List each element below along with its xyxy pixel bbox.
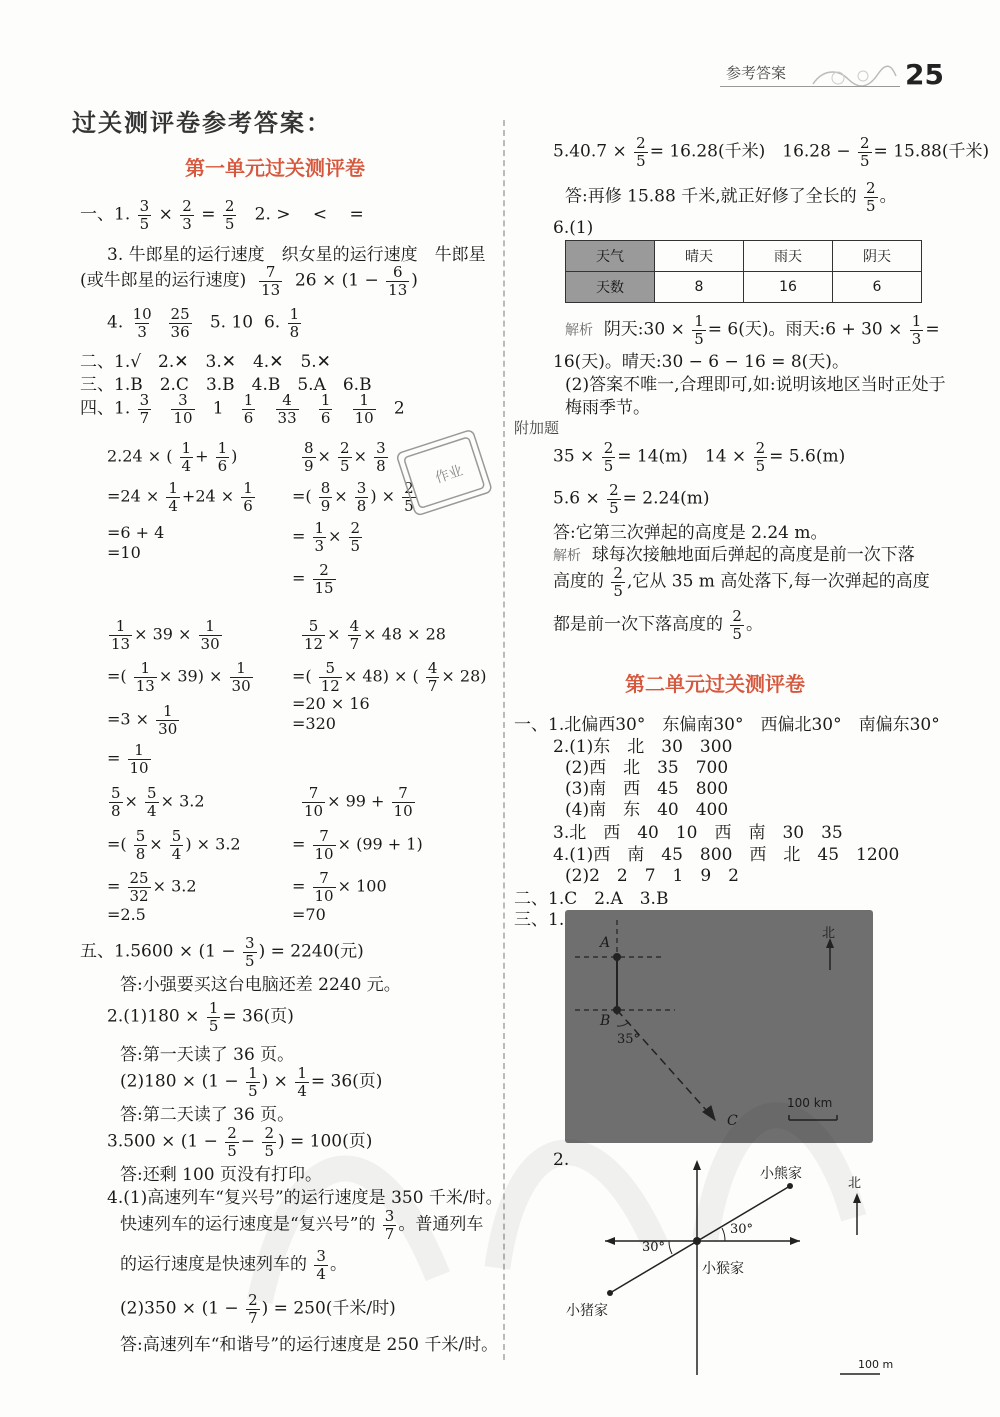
- unit1-s3: 三、1.B 2.C 3.B 4.B 5.A 6.B: [80, 375, 372, 395]
- table-cell: 阴天: [833, 241, 922, 272]
- unit1-s5-l7: 3.500 × (1 − $\frac{2}{5}$ − $\frac{2}{5}$ ) = 100(页): [107, 1124, 373, 1160]
- bonus-label: 附加题: [514, 419, 560, 437]
- table-cell: 16: [744, 272, 833, 303]
- unit1-s2: 二、1.√ 2.✕ 3.✕ 4.✕ 5.✕: [80, 352, 331, 372]
- unit2-l8: (2)2 2 7 1 9 2: [565, 866, 739, 886]
- right-r2: 答:再修 15.88 千米,就正好修了全长的 $\frac{2}{5}$ 。: [565, 179, 897, 215]
- calc-c-line2: =( $\frac{1}{13}$ × 39) × $\frac{1}{30}$: [107, 659, 251, 695]
- unit2-l7: 4.(1)西 南 45 800 西 北 45 1200: [553, 845, 900, 865]
- weather-table: [565, 240, 922, 303]
- right-r3: 6.(1): [553, 218, 594, 238]
- calc-a-line1: 2.24 × ( $\frac{1}{4}$ + $\frac{1}{6}$ ): [107, 439, 238, 475]
- calc-b-line3: = $\frac{1}{3}$ × $\frac{2}{5}$: [292, 519, 361, 555]
- page-number: 25: [905, 58, 944, 91]
- scale-label: 100 km: [787, 1096, 833, 1110]
- header-tag: 参考答案: [726, 64, 787, 82]
- table-cell: 6: [833, 272, 922, 303]
- angle-30-left: 30°: [642, 1240, 666, 1255]
- right-r13: 都是前一次下落高度的 $\frac{2}{5}$ 。: [553, 607, 763, 643]
- calc-e-line1: $\frac{5}{8}$ × $\frac{5}{4}$ × 3.2: [111, 784, 205, 820]
- unit1-s5-l2: 答:小强要买这台电脑还差 2240 元。: [120, 975, 401, 995]
- unit2-l1: 一、1.北偏西30° 东偏南30° 西偏北30° 南偏东30°: [514, 715, 940, 735]
- table-cell: 天气: [566, 241, 655, 272]
- right-r1: 5.40.7 × $\frac{2}{5}$ = 16.28(千米) 16.28 − $\frac{2}{5}$ = 15.88(千米): [553, 134, 990, 170]
- scale-label-2: 100 m: [858, 1358, 894, 1371]
- unit2-l5: (4)南 东 40 400: [565, 800, 729, 820]
- unit1-s5-l11: 的运行速度是快速列车的 $\frac{3}{4}$ 。: [120, 1247, 347, 1283]
- point-b-label: B: [600, 1013, 611, 1029]
- unit1-s5-l6: 答:第二天读了 36 页。: [120, 1105, 295, 1125]
- header-rule: [720, 86, 900, 87]
- bear-house-label: 小熊家: [760, 1166, 802, 1182]
- calc-c-line4: = $\frac{1}{10}$: [107, 741, 149, 777]
- table-row: [566, 272, 922, 303]
- unit1-s1-q3a: 3. 牛郎星的运行速度 织女星的运行速度 牛郎星: [107, 245, 486, 265]
- table-cell: 8: [655, 272, 744, 303]
- north-label-2: 北: [848, 1176, 862, 1191]
- unit1-title: 第一单元过关测评卷: [185, 156, 365, 180]
- table-cell: 天数: [566, 272, 655, 303]
- calc-e-line4: =2.5: [107, 905, 146, 924]
- unit2-l10: 三、1.: [514, 910, 565, 930]
- calc-c-line3: =3 × $\frac{1}{30}$: [107, 702, 178, 738]
- unit1-s5-l12: (2)350 × (1 − $\frac{2}{7}$ ) = 250(千米/时): [120, 1291, 396, 1327]
- calc-a-line2: =24 × $\frac{1}{4}$ +24 × $\frac{1}{6}$: [107, 479, 253, 515]
- unit1-s1-q3b: (或牛郎星的运行速度) $\frac{7}{13}$ 26 × (1 − $\frac{6}{13}$ ): [80, 263, 418, 299]
- point-a-label: A: [600, 935, 611, 951]
- table-cell: 晴天: [655, 241, 744, 272]
- unit1-s5-l13: 答:高速列车“和谐号”的运行速度是 250 千米/时。: [120, 1335, 499, 1355]
- unit1-s5-l3: 2.(1)180 × $\frac{1}{5}$ = 36(页): [107, 999, 294, 1035]
- right-r7: 梅雨季节。: [565, 398, 650, 418]
- calc-f-line4: =70: [292, 905, 326, 924]
- unit1-s1-q4: 4. $\frac{10}{3}$ $\frac{25}{36}$ 5. 10 6. $\frac{1}{8}$: [107, 305, 300, 341]
- unit2-l11: 2.: [553, 1150, 570, 1170]
- right-r10: 答:它第三次弹起的高度是 2.24 m。: [553, 523, 828, 543]
- pig-house-label: 小猪家: [566, 1303, 608, 1319]
- right-r9: 5.6 × $\frac{2}{5}$ = 2.24(m): [553, 481, 710, 517]
- unit1-s5-l8: 答:还剩 100 页没有打印。: [120, 1165, 322, 1185]
- right-r4: 解析 阴天:30 × $\frac{1}{5}$ = 6(天)。雨天:6 + 30 × $\frac{1}{3}$ =: [565, 312, 940, 348]
- right-r8: 35 × $\frac{2}{5}$ = 14(m) 14 × $\frac{2}{5}$ = 5.6(m): [553, 439, 846, 475]
- unit1-s5-l5: (2)180 × (1 − $\frac{1}{5}$ ) × $\frac{1}{4}$ = 36(页): [120, 1064, 383, 1100]
- right-r12: 高度的 $\frac{2}{5}$ ,它从 35 m 高处落下,每一次弹起的高度: [553, 564, 930, 600]
- unit1-s1-q1: 一、1. $\frac{3}{5}$ × $\frac{2}{3}$ = $\frac{2}{5}$ 2. > < =: [80, 197, 364, 233]
- calc-d-line3: =20 × 16: [292, 694, 370, 713]
- calc-f-line3: = $\frac{7}{10}$ × 100: [292, 869, 387, 905]
- calc-f-line2: = $\frac{7}{10}$ × (99 + 1): [292, 827, 423, 863]
- unit2-l6: 3.北 西 40 10 西 南 30 35: [553, 823, 843, 843]
- calc-a-line3: =6 + 4: [107, 523, 165, 542]
- calc-e-line3: = $\frac{25}{32}$ × 3.2: [107, 869, 197, 905]
- angle-label: 35°: [617, 1032, 641, 1047]
- calc-e-line2: =( $\frac{5}{8}$ × $\frac{5}{4}$ ) × 3.2: [107, 827, 241, 863]
- angle-30-right: 30°: [730, 1222, 754, 1237]
- monkey-house-label: 小猴家: [702, 1261, 744, 1277]
- table-row: [566, 241, 922, 272]
- svg-text:作业: 作业: [433, 462, 465, 487]
- calc-f-line1: $\frac{7}{10}$ × 99 + $\frac{7}{10}$: [304, 784, 413, 820]
- calc-b-line4: = $\frac{2}{15}$: [292, 561, 334, 597]
- unit2-l9: 二、1.C 2.A 3.B: [514, 889, 669, 909]
- unit2-title: 第二单元过关测评卷: [625, 672, 805, 696]
- page-title: 过关测评卷参考答案：: [72, 109, 332, 137]
- unit2-l4: (3)南 西 45 800: [565, 779, 729, 799]
- unit1-s5-l1: 五、1.5600 × (1 − $\frac{3}{5}$ ) = 2240(元): [80, 934, 364, 970]
- calc-a-line4: =10: [107, 543, 141, 562]
- unit2-l3: (2)西 北 35 700: [565, 758, 729, 778]
- calc-d-line4: =320: [292, 714, 336, 733]
- table-cell: 雨天: [744, 241, 833, 272]
- north-label: 北: [822, 926, 836, 941]
- point-c-label: C: [727, 1113, 738, 1129]
- calc-d-line2: =( $\frac{5}{12}$ × 48) × ( $\frac{4}{7}$ × 28): [292, 659, 487, 695]
- calc-b-line1: $\frac{8}{9}$ × $\frac{2}{5}$ × $\frac{3}{8}$: [304, 439, 386, 475]
- calc-d-line1: $\frac{5}{12}$ × $\frac{4}{7}$ × 48 × 28: [304, 617, 446, 653]
- right-r6: (2)答案不唯一,合理即可,如:说明该地区当时正处于: [565, 375, 946, 395]
- calc-c-line1: $\frac{1}{13}$ × 39 × $\frac{1}{30}$: [111, 617, 220, 653]
- unit1-s4-q1: 四、1. $\frac{3}{7}$ $\frac{3}{10}$ 1 $\frac{1}{6}$ $\frac{4}{33}$ $\frac{1}{6}$ $\frac{1}{10}$ 2: [80, 391, 405, 427]
- unit1-s5-l4: 答:第一天读了 36 页。: [120, 1045, 295, 1065]
- unit2-l2: 2.(1)东 北 30 300: [553, 737, 733, 757]
- unit1-s5-l9: 4.(1)高速列车“复兴号”的运行速度是 350 千米/时。: [107, 1188, 503, 1208]
- right-r11: 解析 球每次接触地面后弹起的高度是前一次下落: [553, 545, 915, 565]
- right-r5: 16(天)。晴天:30 − 6 − 16 = 8(天)。: [553, 352, 849, 372]
- unit1-s5-l10: 快速列车的运行速度是“复兴号”的 $\frac{3}{7}$ 。普通列车: [120, 1207, 484, 1243]
- calc-b-line2: =( $\frac{8}{9}$ × $\frac{3}{8}$ ) × $\frac{2}{5}$: [292, 479, 414, 515]
- homework-stamp-icon: [385, 425, 505, 525]
